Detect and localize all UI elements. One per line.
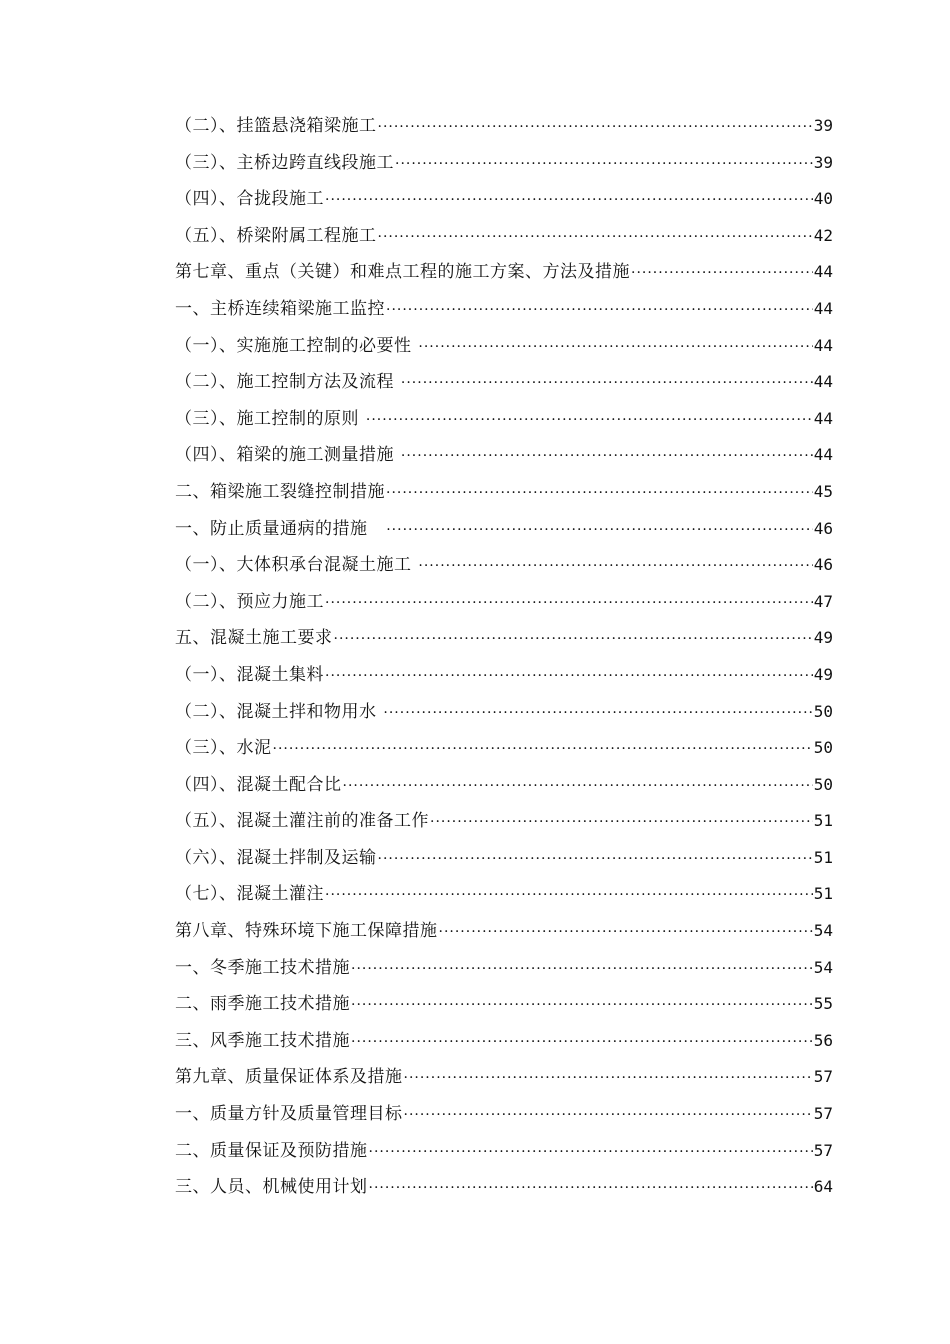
toc-dot-leader [273, 735, 813, 763]
toc-entry-page-number: 44 [813, 372, 833, 392]
toc-dot-leader [418, 333, 812, 361]
toc-entry-title: 五、混凝土施工要求 [175, 628, 333, 649]
toc-entry[interactable] [175, 332, 833, 369]
toc-dot-leader [369, 1138, 813, 1166]
toc-entry[interactable] [175, 588, 833, 625]
toc-entry-page-number: 44 [813, 298, 833, 318]
toc-entry-title: 一、防止质量通病的措施 [175, 518, 386, 539]
toc-entry-page-number: 40 [813, 189, 833, 209]
toc-entry-title: 二、质量保证及预防措施 [175, 1140, 368, 1161]
toc-dot-leader [351, 1028, 813, 1056]
toc-entry-title: （三）、主桥边跨直线段施工 [175, 152, 394, 173]
toc-entry[interactable] [175, 405, 833, 442]
toc-dot-leader [386, 296, 813, 324]
toc-dot-leader [631, 259, 813, 287]
toc-entry-page-number: 64 [813, 1177, 833, 1197]
toc-entry-page-number: 46 [813, 518, 833, 538]
toc-entry-page-number: 51 [813, 884, 833, 904]
toc-dot-leader [325, 589, 813, 617]
toc-entry[interactable] [175, 771, 833, 808]
toc-entry-title: （一）、大体积承台混凝土施工 [175, 555, 418, 576]
toc-entry-page-number: 47 [813, 591, 833, 611]
toc-entry[interactable] [175, 258, 833, 295]
toc-entry-title: （四）、合拢段施工 [175, 189, 324, 210]
toc-entry-title: 一、主桥连续箱梁施工监控 [175, 298, 385, 319]
toc-entry-title: （三）、水泥 [175, 738, 272, 759]
toc-entry[interactable] [175, 1027, 833, 1064]
toc-entry[interactable] [175, 112, 833, 149]
toc-entry[interactable] [175, 149, 833, 186]
toc-dot-leader [404, 1064, 813, 1092]
toc-entry-title: 第九章、质量保证体系及措施 [175, 1067, 403, 1088]
toc-entry-title: （四）、混凝土配合比 [175, 774, 342, 795]
toc-dot-leader [383, 699, 812, 727]
toc-entry-page-number: 44 [813, 262, 833, 282]
toc-entry-page-number: 49 [813, 628, 833, 648]
toc-entry-title: 三、风季施工技术措施 [175, 1030, 350, 1051]
toc-entry-title: 一、冬季施工技术措施 [175, 957, 350, 978]
toc-entry-title: 第七章、重点（关键）和难点工程的施工方案、方法及措施 [175, 262, 630, 283]
toc-entry-page-number: 50 [813, 774, 833, 794]
toc-entry[interactable] [175, 478, 833, 515]
toc-entry-title: （六）、混凝土拌制及运输 [175, 847, 377, 868]
toc-entry-page-number: 44 [813, 335, 833, 355]
toc-entry-page-number: 50 [813, 701, 833, 721]
toc-entry-page-number: 50 [813, 738, 833, 758]
toc-entry-page-number: 57 [813, 1104, 833, 1124]
toc-dot-leader [404, 1101, 813, 1129]
toc-entry-title: （一）、混凝土集料 [175, 664, 324, 685]
toc-entry[interactable] [175, 807, 833, 844]
toc-entry-title: 第八章、特殊环境下施工保障措施 [175, 921, 438, 942]
toc-entry-title: （二）、挂篮悬浇箱梁施工 [175, 116, 377, 136]
toc-entry[interactable] [175, 880, 833, 917]
toc-entry-page-number: 39 [813, 116, 833, 135]
toc-entry-page-number: 44 [813, 445, 833, 465]
toc-entry[interactable] [175, 917, 833, 954]
toc-dot-leader [351, 955, 813, 983]
toc-dot-leader [401, 442, 813, 470]
toc-entry-title: （五）、混凝土灌注前的准备工作 [175, 811, 429, 832]
toc-dot-leader [418, 552, 812, 580]
toc-entry-title: （一）、实施施工控制的必要性 [175, 335, 418, 356]
toc-entry[interactable] [175, 368, 833, 405]
toc-dot-leader [366, 406, 813, 434]
toc-entry-title: （四）、箱梁的施工测量措施 [175, 445, 400, 466]
toc-entry[interactable] [175, 185, 833, 222]
toc-entry-page-number: 45 [813, 481, 833, 501]
toc-entry[interactable] [175, 698, 833, 735]
toc-entry-page-number: 44 [813, 408, 833, 428]
toc-entry[interactable] [175, 515, 833, 552]
toc-entry-page-number: 54 [813, 921, 833, 941]
toc-entry-title: 三、人员、机械使用计划 [175, 1177, 368, 1198]
toc-entry-title: 一、质量方针及质量管理目标 [175, 1104, 403, 1125]
toc-entry[interactable] [175, 661, 833, 698]
toc-dot-leader [401, 369, 813, 397]
toc-entry[interactable] [175, 295, 833, 332]
toc-dot-leader [325, 662, 813, 690]
toc-entry[interactable] [175, 441, 833, 478]
toc-dot-leader [378, 223, 813, 251]
toc-entry-page-number: 51 [813, 811, 833, 831]
toc-dot-leader [325, 881, 813, 909]
toc-entry[interactable] [175, 954, 833, 991]
toc-entry[interactable] [175, 1173, 833, 1210]
toc-entry-page-number: 51 [813, 847, 833, 867]
toc-entry-title: （二）、施工控制方法及流程 [175, 372, 400, 393]
toc-dot-leader [395, 150, 813, 178]
toc-entry-title: （二）、预应力施工 [175, 591, 324, 612]
toc-entry-title: （七）、混凝土灌注 [175, 884, 324, 905]
toc-entry-title: 二、箱梁施工裂缝控制措施 [175, 481, 385, 502]
toc-dot-leader [386, 479, 813, 507]
toc-entry[interactable] [175, 844, 833, 881]
toc-dot-leader [378, 845, 813, 873]
toc-entry-page-number: 55 [813, 994, 833, 1014]
toc-entry-page-number: 57 [813, 1067, 833, 1087]
toc-dot-leader [439, 918, 813, 946]
toc-entry[interactable] [175, 222, 833, 259]
toc-dot-leader [343, 772, 813, 800]
toc-entry-title: （二）、混凝土拌和物用水 [175, 701, 383, 722]
toc-dot-leader [378, 113, 813, 141]
toc-dot-leader [351, 991, 813, 1019]
toc-entry[interactable] [175, 624, 833, 661]
toc-entry[interactable] [175, 734, 833, 771]
toc-entry-page-number: 56 [813, 1030, 833, 1050]
table-of-contents [175, 112, 833, 1210]
toc-dot-leader [386, 516, 813, 544]
toc-dot-leader [325, 186, 813, 214]
toc-dot-leader [369, 1174, 813, 1202]
toc-dot-leader [430, 808, 813, 836]
toc-entry-title: 二、雨季施工技术措施 [175, 994, 350, 1015]
toc-entry[interactable] [175, 990, 833, 1027]
toc-entry-page-number: 57 [813, 1140, 833, 1160]
toc-entry-title: （五）、桥梁附属工程施工 [175, 225, 377, 246]
toc-entry[interactable] [175, 551, 833, 588]
toc-entry-page-number: 46 [813, 555, 833, 575]
toc-entry-title: （三）、施工控制的原则 [175, 408, 365, 429]
toc-entry-page-number: 54 [813, 957, 833, 977]
toc-entry-page-number: 49 [813, 664, 833, 684]
toc-entry[interactable] [175, 1137, 833, 1174]
toc-entry[interactable] [175, 1100, 833, 1137]
toc-entry[interactable] [175, 1063, 833, 1100]
toc-dot-leader [334, 625, 813, 653]
toc-entry-page-number: 42 [813, 225, 833, 245]
toc-entry-page-number: 39 [813, 152, 833, 172]
